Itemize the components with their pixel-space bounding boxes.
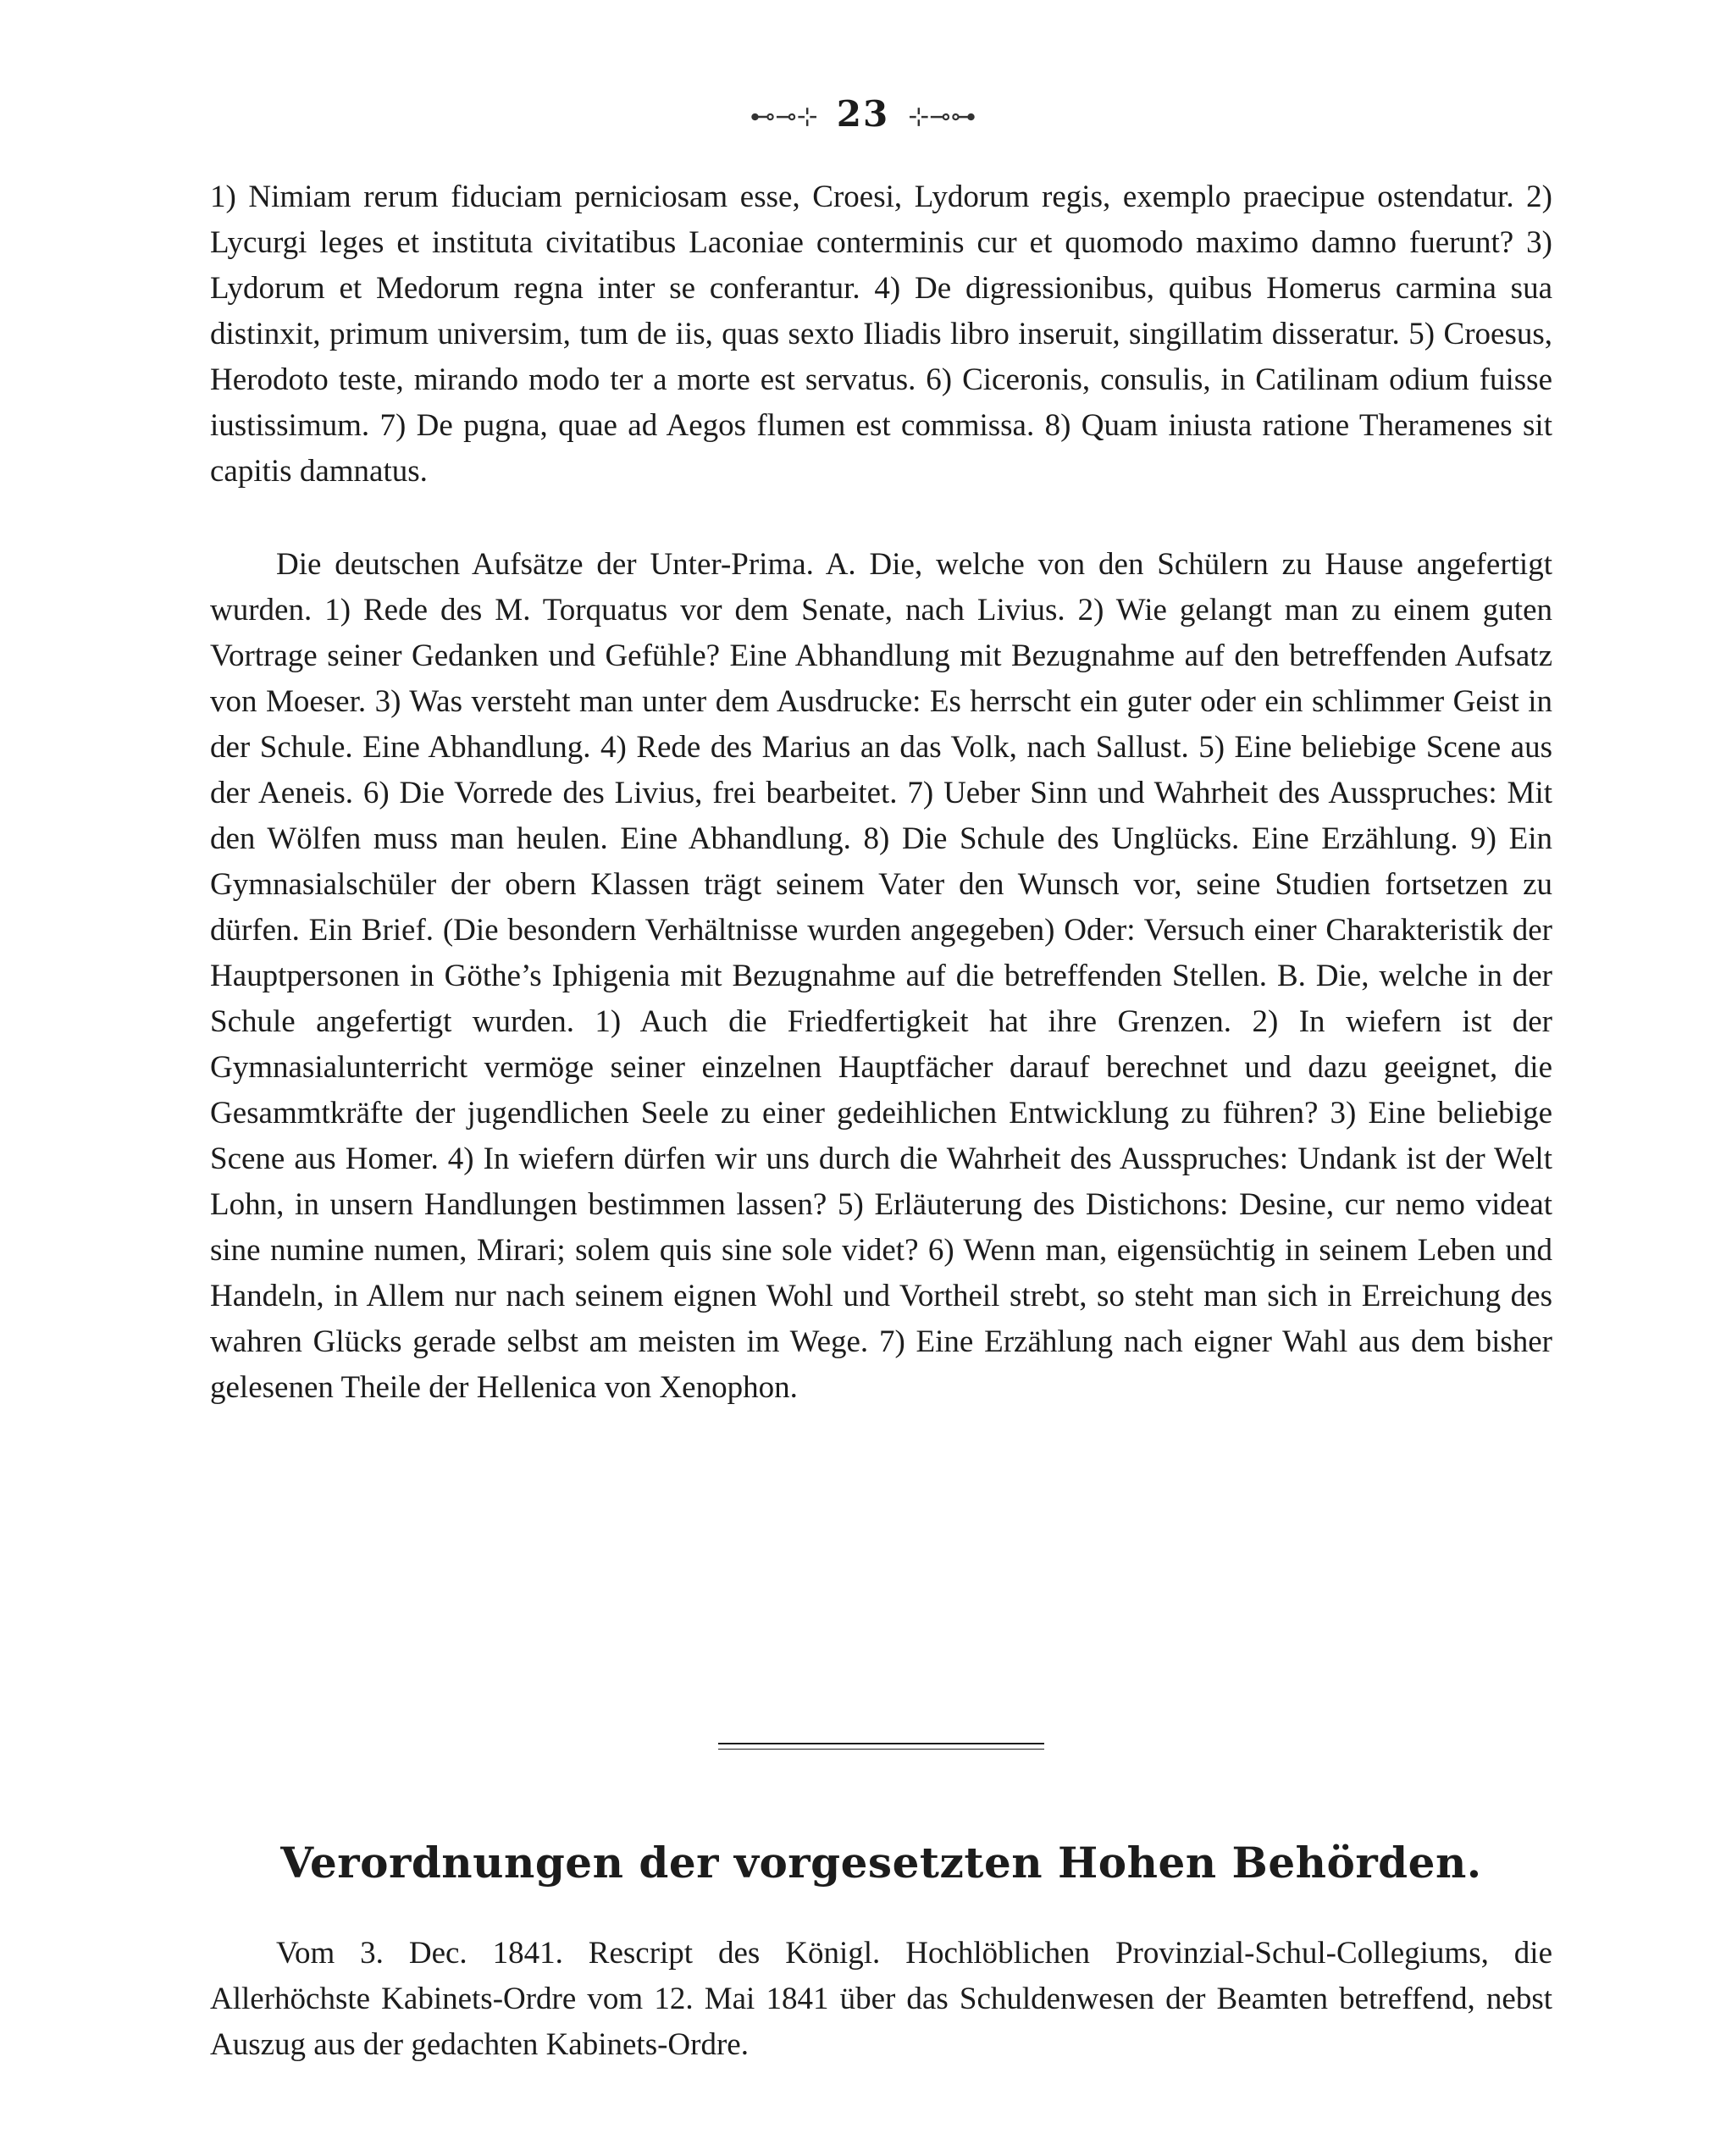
rescript-paragraph: Vom 3. Dec. 1841. Rescript des Königl. Hochlöblichen Provinzial-Schul-Collegiums, die Allerhöchste Kabinets-Ordre vom 12. Mai 1841 über das Schuldenwesen der Beamten betreffend, nebst Auszug aus der gedachten Kabinets-Ordre.: [210, 1936, 1552, 2062]
section-divider: [718, 1743, 1044, 1744]
german-topics-paragraph: Die deutschen Aufsätze der Unter-Prima. A. Die, welche von den Schülern zu Hause angefertigt wurden. 1) Rede des M. Torquatus vor dem Senate, nach Livius. 2) Wie gelangt man zu einem guten Vortrage seiner Gedanken und Gefühle? Eine Abhandlung mit Bezugnahme auf den betreffenden Aufsatz von Moeser. 3) Was versteht man unter dem Ausdrucke: Es herrscht ein guter oder ein schlimmer Geist in der Schule. Eine Abhandlung. 4) Rede des Marius an das Volk, nach Sallust. 5) Eine beliebige Scene aus der Aeneis. 6) Die Vorrede des Livius, frei bearbeitet. 7) Ueber Sinn und Wahrheit des Ausspruches: Mit den Wölfen muss man heulen. Eine Abhandlung. 8) Die Schule des Unglücks. Eine Erzählung. 9) Ein Gymnasialschüler der obern Klassen trägt seinem Vater den Wunsch vor, seine Studien fortsetzen zu dürfen. Ein Brief. (Die besondern Verhältnisse wurden angegeben) Oder: Versuch einer Charakteristik der Hauptpersonen in Göthe’s Iphigenia mit Bezugnahme auf die betreffenden Stellen. B. Die, welche in der Schule angefertigt wurden. 1) Auch die Friedfertigkeit hat ihre Grenzen. 2) In wiefern ist der Gymnasialunterricht vermöge seiner einzelnen Hauptfächer darauf berechnet und dazu geeignet, die Gesammtkräfte der jugendlichen Seele zu einer gedeihlichen Entwicklung zu führen? 3) Eine beliebige Scene aus Homer. 4) In wiefern dürfen wir uns durch die Wahrheit des Ausspruches: Undank ist der Welt Lohn, in unsern Handlungen bestimmen lassen? 5) Erläuterung des Distichons: Desine, cur nemo videat sine numine numen, Mirari; solem quis sine sole videt? 6) Wenn man, eigensüchtig in seinem Leben und Handeln, in Allem nur nach seinem eignen Wohl und Vortheil strebt, so steht man sich in Erreichung des wahren Glücks gerade selbst am meisten im Wege. 7) Eine Erzählung nach eigner Wahl aus dem bisher gelesenen Theile der Hellenica von Xenophon.: [210, 547, 1552, 1405]
page-header: [0, 93, 1726, 135]
latin-topics-block: [210, 174, 1552, 495]
ornament-right: ⊹⊸⊶: [908, 102, 976, 132]
section-heading: Verordnungen der vorgesetzten Hohen Behörden.: [280, 1838, 1482, 1888]
rescript-block: [210, 1931, 1552, 2068]
page-number: 23: [836, 93, 890, 135]
section-divider-thin: [718, 1749, 1044, 1750]
german-topics-block: [210, 542, 1552, 1411]
latin-topics-paragraph: 1) Nimiam rerum fiduciam perniciosam esse, Croesi, Lydorum regis, exemplo praecipue ostendatur. 2) Lycurgi leges et instituta civitatibus Laconiae conterminis cur et quomodo maximo damno fuerunt? 3) Lydorum et Medorum regna inter se conferantur. 4) De digressionibus, quibus Homerus carmina sua distinxit, primum universim, tum de iis, quas sexto Iliadis libro inseruit, singillatim disseratur. 5) Croesus, Herodoto teste, mirando modo ter a morte est servatus. 6) Ciceronis, consulis, in Catilinam odium fuisse iustissimum. 7) De pugna, quae ad Aegos flumen est commissa. 8) Quam iniusta ratione Theramenes sit capitis damnatus.: [210, 180, 1552, 489]
ornament-left: ⊷⊸⊹: [750, 102, 818, 132]
